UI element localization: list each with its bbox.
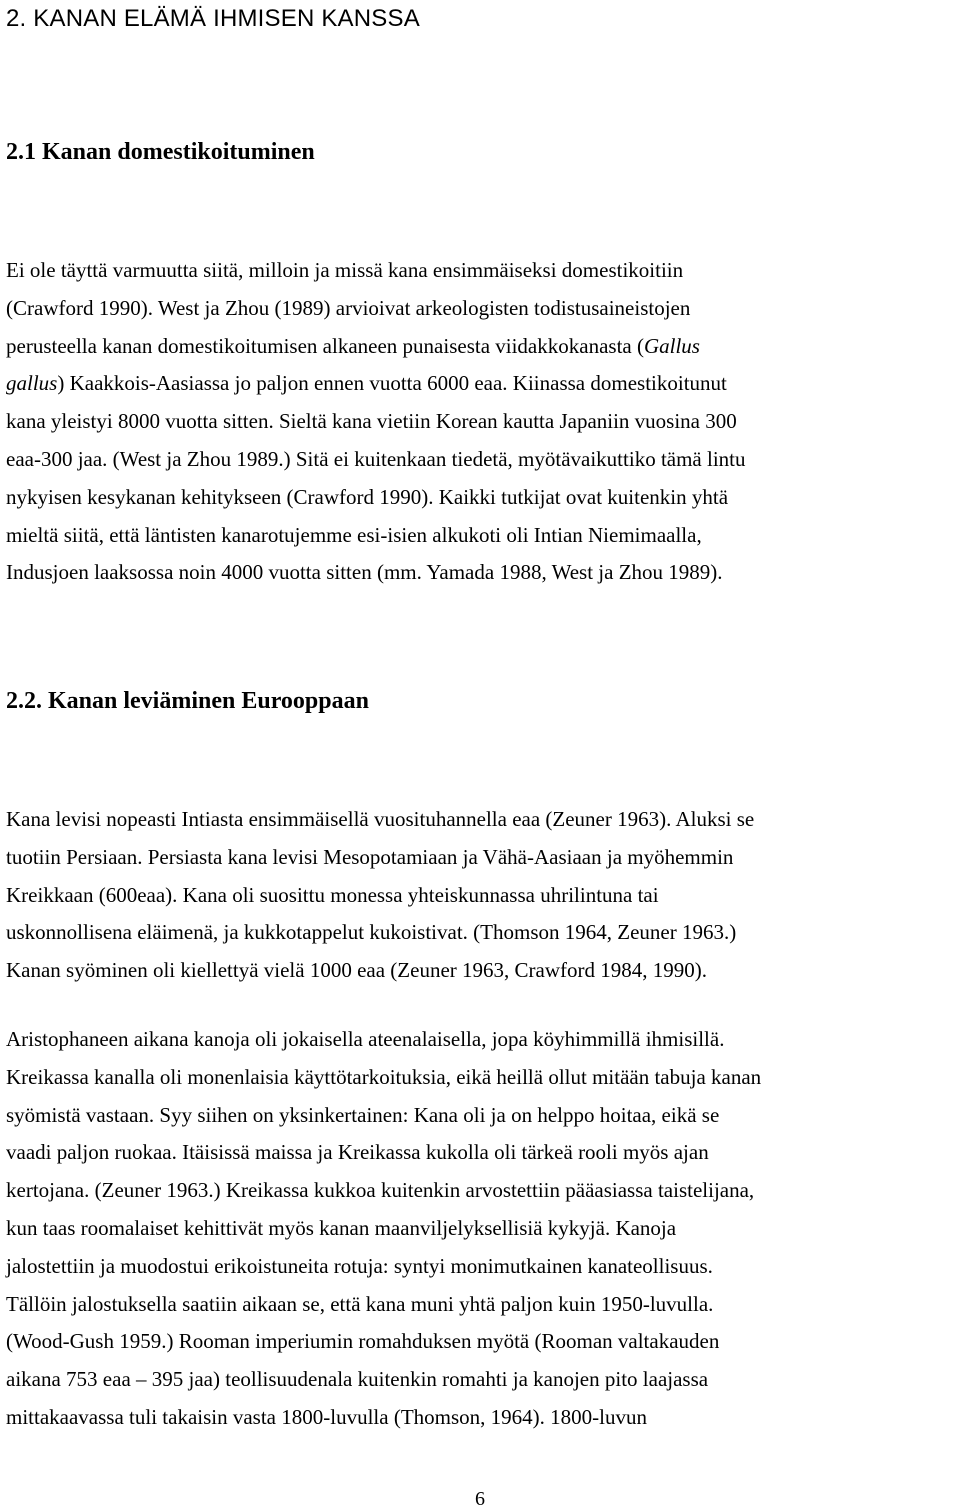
text-line: Tällöin jalostuksella saatiin aikaan se, että kana muni yhtä paljon kuin 1950-luvulla. — [6, 1291, 714, 1316]
text-line: Indusjoen laaksossa noin 4000 vuotta sitten (mm. Yamada 1988, West ja Zhou 1989). — [6, 560, 723, 585]
species-name-italic: Gallus — [643, 333, 700, 358]
paragraph-spread-1 — [6, 801, 956, 990]
text-run: perusteella kanan domestikoitumisen alkaneen punaisesta viidakkokanasta ( — [6, 333, 644, 358]
chapter-heading: 2. KANAN ELÄMÄ IHMISEN KANSSA — [6, 5, 420, 32]
text-run: ) Kaakkois-Aasiassa jo paljon ennen vuotta 6000 eaa. Kiinassa domestikoitunut — [57, 371, 727, 396]
text-line: (Wood-Gush 1959.) Rooman imperiumin romahduksen myötä (Rooman valtakauden — [6, 1329, 720, 1354]
text-line: syömistä vastaan. Syy siihen on yksinkertainen: Kana oli ja on helppo hoitaa, eikä se — [6, 1102, 720, 1127]
paragraph-spread-2 — [6, 1021, 956, 1437]
text-line: mieltä siitä, että läntisten kanarotujemme esi-isien alkukoti oli Intian Niemimaalla, — [6, 522, 702, 547]
text-line: nykyisen kesykanan kehitykseen (Crawford 1990). Kaikki tutkijat ovat kuitenkin yhtä — [6, 484, 729, 509]
text-line: Aristophaneen aikana kanoja oli jokaisella ateenalaisella, jopa köyhimmillä ihmisillä. — [6, 1027, 725, 1051]
section-heading-2-1: 2.1 Kanan domestikoituminen — [6, 139, 315, 165]
text-line: kun taas roomalaiset kehittivät myös kanan maanviljelyksellisiä kykyjä. Kanoja — [6, 1215, 677, 1240]
page-number: 6 — [475, 1488, 485, 1510]
text-line: vaadi paljon ruokaa. Itäisissä maissa ja Kreikassa kukolla oli tärkeä rooli myös ajan — [6, 1140, 709, 1165]
paragraph-domestication — [6, 252, 956, 592]
text-line — [6, 328, 956, 366]
text-line: Kanan syöminen oli kiellettyä vielä 1000 eaa (Zeuner 1963, Crawford 1984, 1990). — [6, 958, 707, 983]
text-line: tuotiin Persiaan. Persiasta kana levisi Mesopotamiaan ja Vähä-Aasiaan ja myöhemmin — [6, 844, 734, 869]
text-line: kertojana. (Zeuner 1963.) Kreikassa kukkoa kuitenkin arvostettiin pääasiassa taistelijana, — [6, 1178, 755, 1203]
text-line: (Crawford 1990). West ja Zhou (1989) arvioivat arkeologisten todistusaineistojen — [6, 295, 691, 320]
text-line: uskonnollisena eläimenä, ja kukkotappelut kukoistivat. (Thomson 1964, Zeuner 1963.) — [6, 920, 737, 945]
text-line: jalostettiin ja muodostui erikoistuneita rotuja: syntyi monimutkainen kanateollisuus. — [6, 1253, 713, 1278]
text-line: Kreikassa kanalla oli monenlaisia käyttötarkoituksia, eikä heillä ollut mitään tabuja kanan — [6, 1064, 762, 1089]
text-line: Kreikkaan (600eaa). Kana oli suosittu monessa yhteiskunnassa uhrilintuna tai — [6, 882, 659, 907]
text-line — [6, 365, 956, 403]
species-name-italic: gallus — [6, 371, 58, 396]
text-line: aikana 753 eaa – 395 jaa) teollisuudenala kuitenkin romahti ja kanojen pito laajassa — [6, 1367, 709, 1392]
text-line: Kana levisi nopeasti Intiasta ensimmäisellä vuosituhannella eaa (Zeuner 1963). Aluksi se — [6, 807, 755, 831]
text-line: Ei ole täyttä varmuutta siitä, milloin ja missä kana ensimmäiseksi domestikoitiin — [6, 258, 684, 282]
text-line: mittakaavassa tuli takaisin vasta 1800-luvulla (Thomson, 1964). 1800-luvun — [6, 1404, 647, 1429]
section-heading-2-2: 2.2. Kanan leviäminen Eurooppaan — [6, 688, 369, 714]
text-line: eaa-300 jaa. (West ja Zhou 1989.) Sitä ei kuitenkaan tiedetä, myötävaikuttiko tämä lintu — [6, 446, 746, 471]
text-line: kana yleistyi 8000 vuotta sitten. Sieltä kana vietiin Korean kautta Japaniin vuosina 300 — [6, 409, 737, 434]
